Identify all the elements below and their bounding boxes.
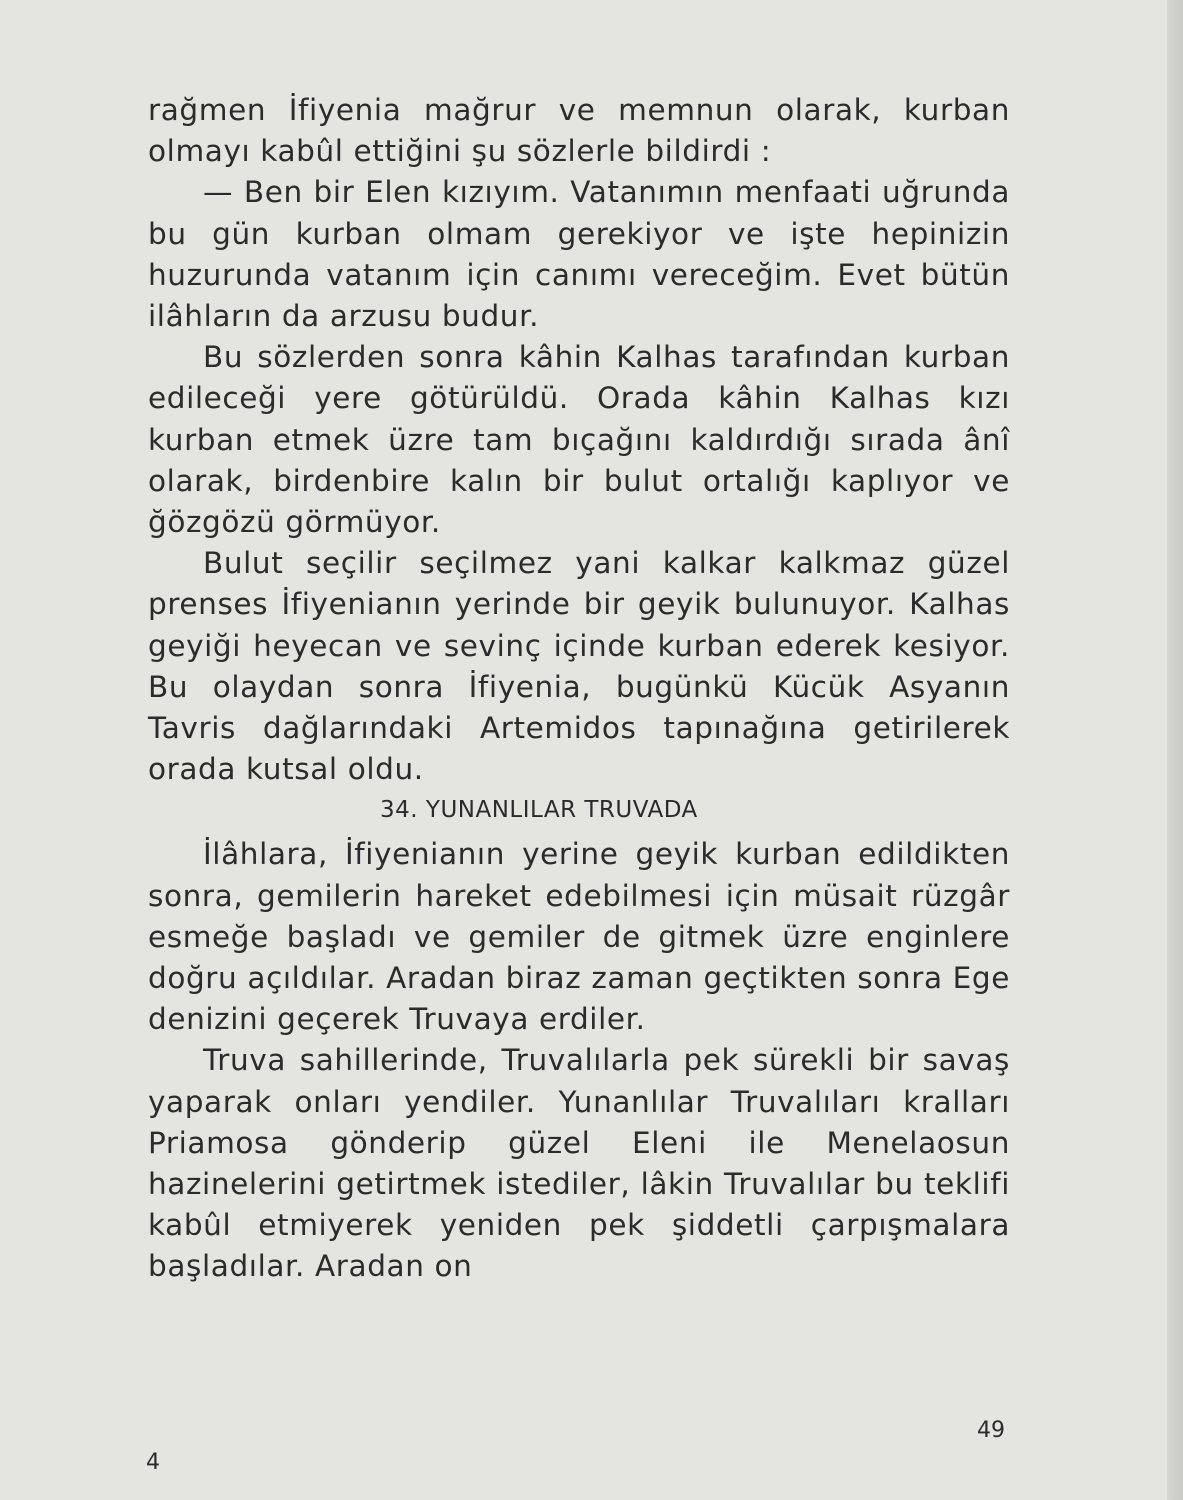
paragraph-1: rağmen İfiyenia mağrur ve memnun olarak, kurban olmayı kabûl ettiğini şu sözlerle bildirdi :	[148, 93, 1010, 169]
section-heading: 34. YUNANLILAR TRUVADA	[380, 797, 698, 824]
paragraph-5: İlâhlara, İfiyenianın yerine geyik kurban edildikten sonra, gemilerin hareket edebilmesi için müsait rüzgâr esmeğe başladı ve gemiler de gitmek üzre enginlere doğru açıldılar. Aradan biraz zaman geçtikten sonra Ege denizini geçerek Truvaya erdiler.	[148, 837, 1010, 1037]
paragraph-3: Bu sözlerden sonra kâhin Kalhas tarafından kurban edileceği yere götürüldü. Orada kâhin Kalhas kızı kurban etmek üzre tam bıçağını kaldırdığı sırada ânî olarak, birdenbire kalın bir bulut ortalığı kaplıyor ve ğözgözü görmüyor.	[148, 340, 1010, 540]
signature-mark: 4	[146, 1450, 160, 1475]
page-number: 49	[977, 1418, 1005, 1443]
paragraph-2: — Ben bir Elen kızıyım. Vatanımın menfaati uğrunda bu gün kurban olmam gerekiyor ve işte hepinizin huzurunda vatanım için canımı vereceğim. Evet bütün ilâhların da arzusu budur.	[148, 175, 1010, 334]
paragraph-4: Bulut seçilir seçilmez yani kalkar kalkmaz güzel prenses İfiyenianın yerinde bir geyik bulunuyor. Kalhas geyiği heyecan ve sevinç içinde kurban ederek kesiyor. Bu olaydan sonra İfiyenia, bugünkü Kücük Asyanın Tavris dağlarındaki Artemidos tapınağına getirilerek orada kutsal oldu.	[148, 546, 1010, 787]
page-edge	[1167, 0, 1183, 1500]
body-text	[148, 90, 1010, 1288]
paragraph-6: Truva sahillerinde, Truvalılarla pek sürekli bir savaş yaparak onları yendiler. Yunanlılar Truvalıları kralları Priamosa gönderip güzel Eleni ile Menelaosun hazinelerini getirtmek istediler, lâkin Truvalılar bu teklifi kabûl etmiyerek yeniden pek şiddetli çarpışmalara başladılar. Aradan on	[148, 1043, 1010, 1284]
